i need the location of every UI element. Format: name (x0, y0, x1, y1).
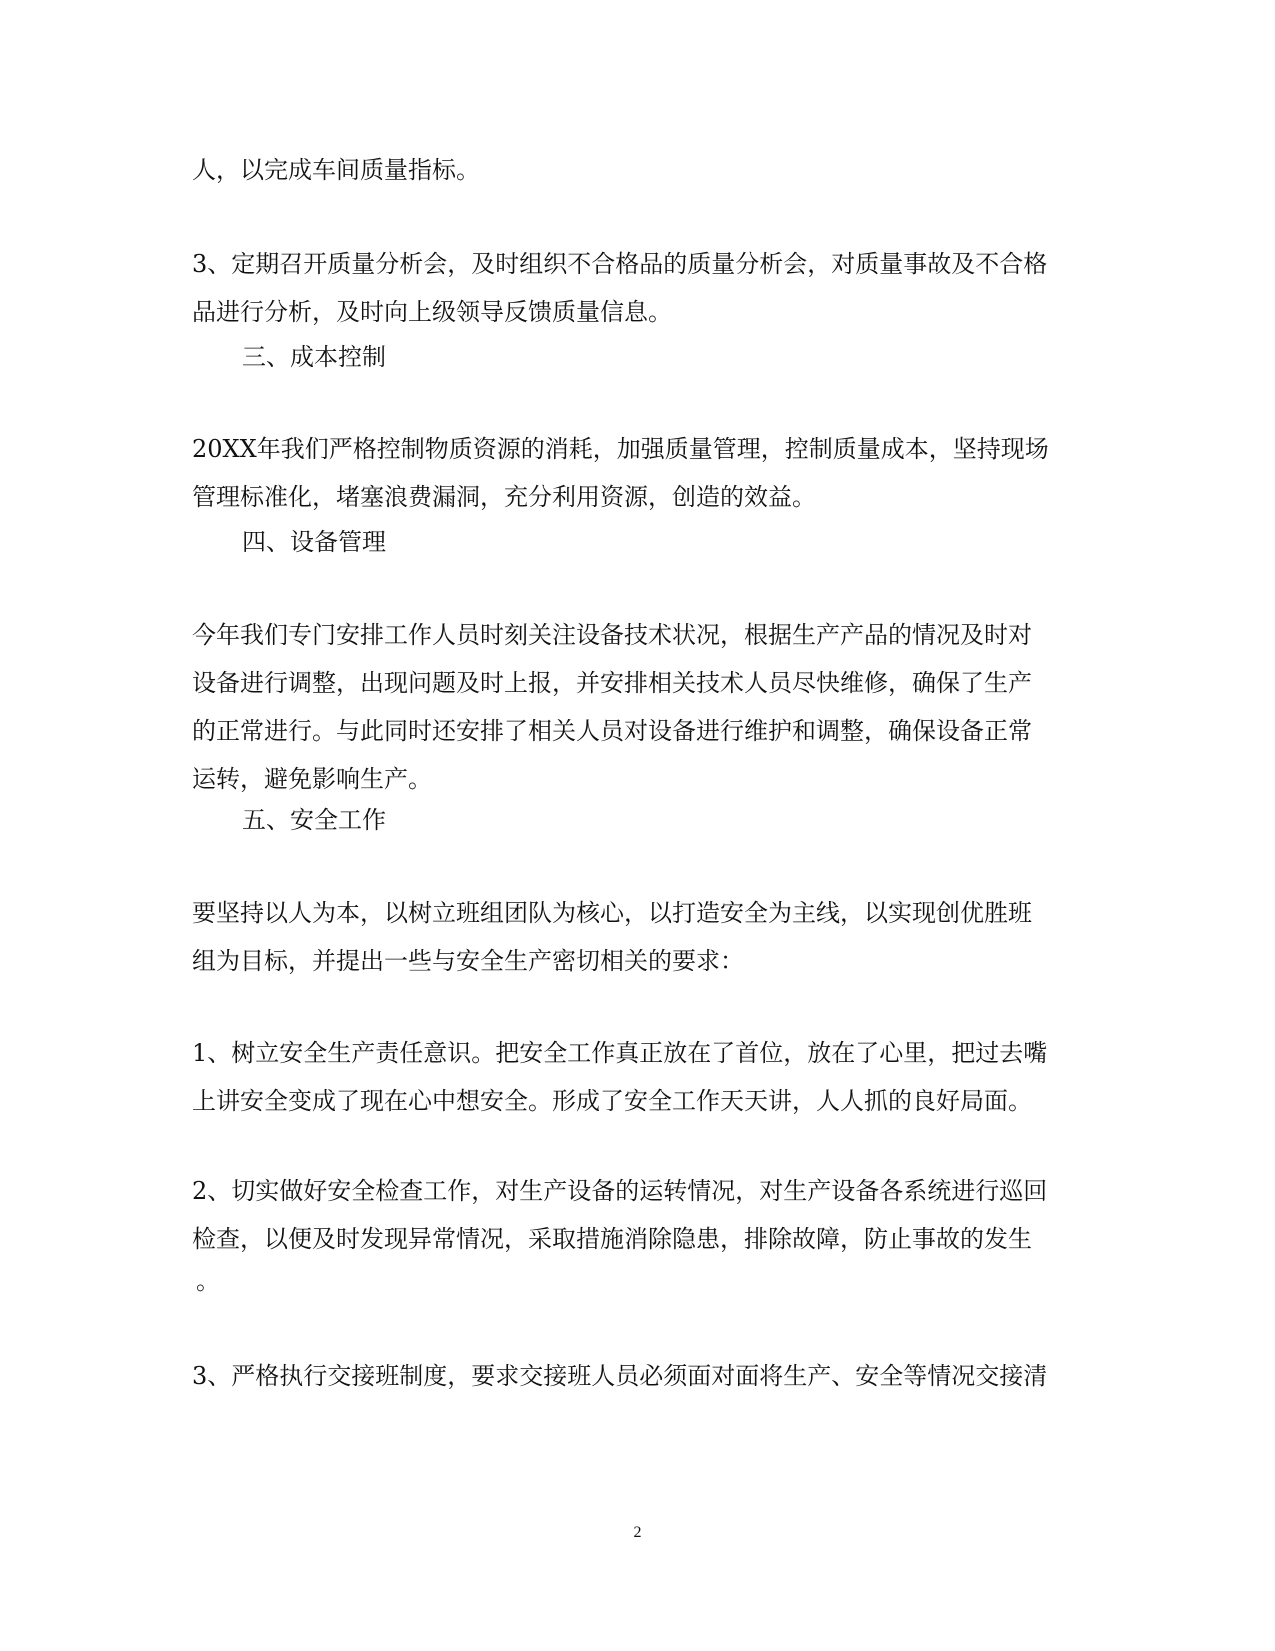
paragraph-safety-1 (192, 1029, 1092, 1125)
text-line: 20XX年我们严格控制物质资源的消耗，加强质量管理，控制质量成本，坚持现场 (192, 435, 1049, 463)
paragraph-quality-3 (192, 240, 1092, 336)
page-number: 2 (633, 1524, 642, 1541)
text-line: 今年我们专门安排工作人员时刻关注设备技术状况，根据生产产品的情况及时对 (192, 621, 1032, 649)
paragraph-safety-2 (192, 1167, 1092, 1263)
paragraph-safety-3 (192, 1352, 1092, 1400)
text-line: 2、切实做好安全检查工作，对生产设备的运转情况，对生产设备各系统进行巡回 (192, 1177, 1048, 1205)
section-heading-safety: 五、安全工作 (242, 806, 386, 834)
text-line: 3、定期召开质量分析会，及时组织不合格品的质量分析会，对质量事故及不合格 (192, 250, 1048, 278)
text-line: 的正常进行。与此同时还安排了相关人员对设备进行维护和调整，确保设备正常 (192, 717, 1032, 745)
text-line: 设备进行调整，出现问题及时上报，并安排相关技术人员尽快维修，确保了生产 (192, 669, 1032, 697)
text-line: 3、严格执行交接班制度，要求交接班人员必须面对面将生产、安全等情况交接清 (192, 1362, 1048, 1390)
text-line: 组为目标，并提出一些与安全生产密切相关的要求： (192, 947, 744, 975)
section-heading-cost-control: 三、成本控制 (242, 343, 386, 371)
paragraph-quality-end (192, 146, 1092, 194)
paragraph-cost (192, 425, 1092, 521)
text-line: 检查，以便及时发现异常情况，采取措施消除隐患，排除故障，防止事故的发生 (192, 1225, 1032, 1253)
text-line: 要坚持以人为本，以树立班组团队为核心，以打造安全为主线，以实现创优胜班 (192, 899, 1032, 927)
text-line: 运转，避免影响生产。 (192, 765, 432, 793)
text-line: 品进行分析，及时向上级领导反馈质量信息。 (192, 298, 672, 326)
section-heading-equipment: 四、设备管理 (242, 528, 386, 556)
paragraph-safety-2-orphan-punctuation: 。 (196, 1267, 220, 1295)
text-line: 管理标准化，堵塞浪费漏洞，充分利用资源，创造的效益。 (192, 483, 816, 511)
text-line: 上讲安全变成了现在心中想安全。形成了安全工作天天讲，人人抓的良好局面。 (192, 1087, 1032, 1115)
paragraph-equipment (192, 611, 1092, 803)
text-line: 人，以完成车间质量指标。 (192, 156, 480, 184)
text-line: 1、树立安全生产责任意识。把安全工作真正放在了首位，放在了心里，把过去嘴 (192, 1039, 1048, 1067)
paragraph-safety-intro (192, 889, 1092, 985)
